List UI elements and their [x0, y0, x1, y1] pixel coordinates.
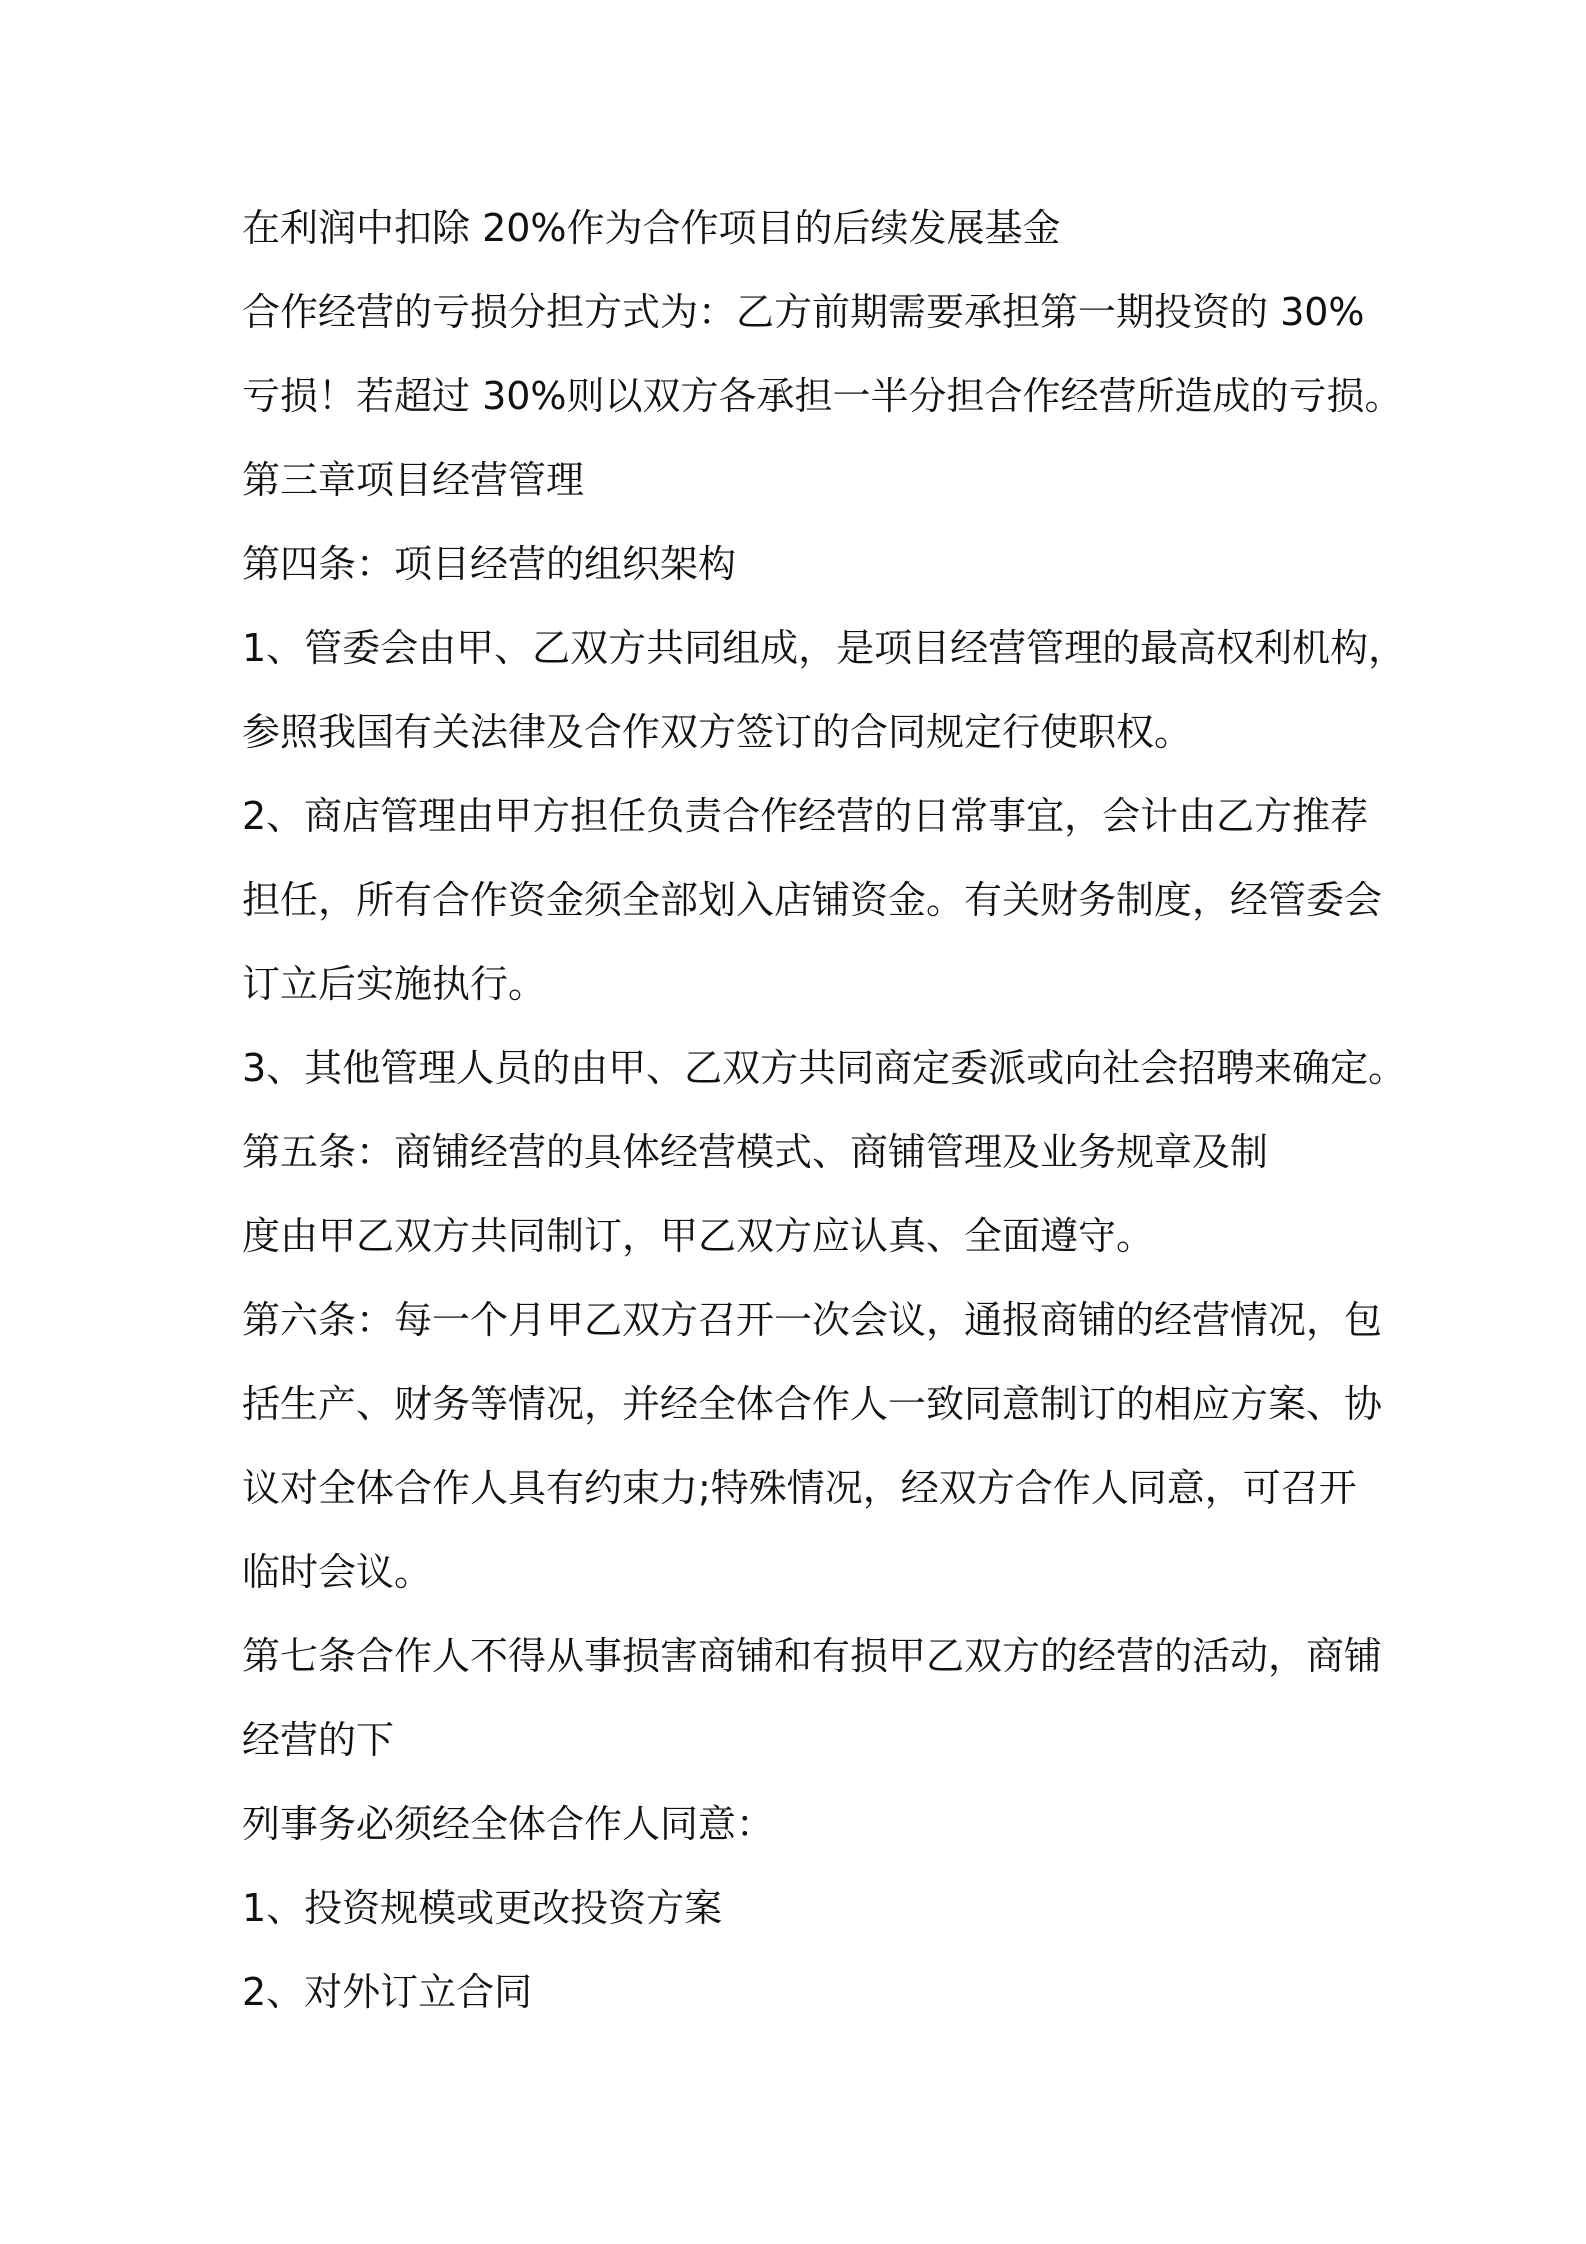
list-item: 1、投资规模或更改投资方案	[242, 1886, 723, 1930]
text-line: 参照我国有关法律及合作双方签订的合同规定行使职权。	[242, 710, 1193, 754]
text-line: 第六条：每一个月甲乙双方召开一次会议，通报商铺的经营情况，包	[242, 1298, 1383, 1342]
text-line: 第七条合作人不得从事损害商铺和有损甲乙双方的经营的活动，商铺	[242, 1634, 1383, 1678]
text-line: 度由甲乙双方共同制订，甲乙双方应认真、全面遵守。	[242, 1214, 1155, 1258]
text-line: 担任，所有合作资金须全部划入店铺资金。有关财务制度，经管委会	[242, 878, 1383, 922]
text-line: 2、商店管理由甲方担任负责合作经营的日常事宜，会计由乙方推荐	[242, 794, 1369, 838]
text-line: 第五条：商铺经营的具体经营模式、商铺管理及业务规章及制	[242, 1130, 1269, 1174]
text-line: 1、管委会由甲、乙双方共同组成，是项目经营管理的最高权利机构，	[242, 626, 1407, 670]
text-line: 3、其他管理人员的由甲、乙双方共同商定委派或向社会招聘来确定。	[242, 1046, 1407, 1090]
text-line: 订立后实施执行。	[242, 962, 547, 1006]
text-line: 在利润中扣除 20%作为合作项目的后续发展基金	[242, 206, 1061, 250]
text-line: 合作经营的亏损分担方式为：乙方前期需要承担第一期投资的 30%	[242, 290, 1365, 334]
chapter-heading: 第三章项目经营管理	[242, 458, 585, 502]
article-heading: 第四条：项目经营的组织架构	[242, 542, 737, 586]
text-line: 经营的下	[242, 1718, 395, 1762]
text-line: 议对全体合作人具有约束力;特殊情况，经双方合作人同意，可召开	[242, 1466, 1357, 1510]
text-line: 临时会议。	[242, 1550, 433, 1594]
text-line: 括生产、财务等情况，并经全体合作人一致同意制订的相应方案、协	[242, 1382, 1383, 1426]
text-line: 列事务必须经全体合作人同意：	[242, 1802, 775, 1846]
text-line: 亏损！若超过 30%则以双方各承担一半分担合作经营所造成的亏损。	[242, 374, 1403, 418]
list-item: 2、对外订立合同	[242, 1970, 533, 2014]
